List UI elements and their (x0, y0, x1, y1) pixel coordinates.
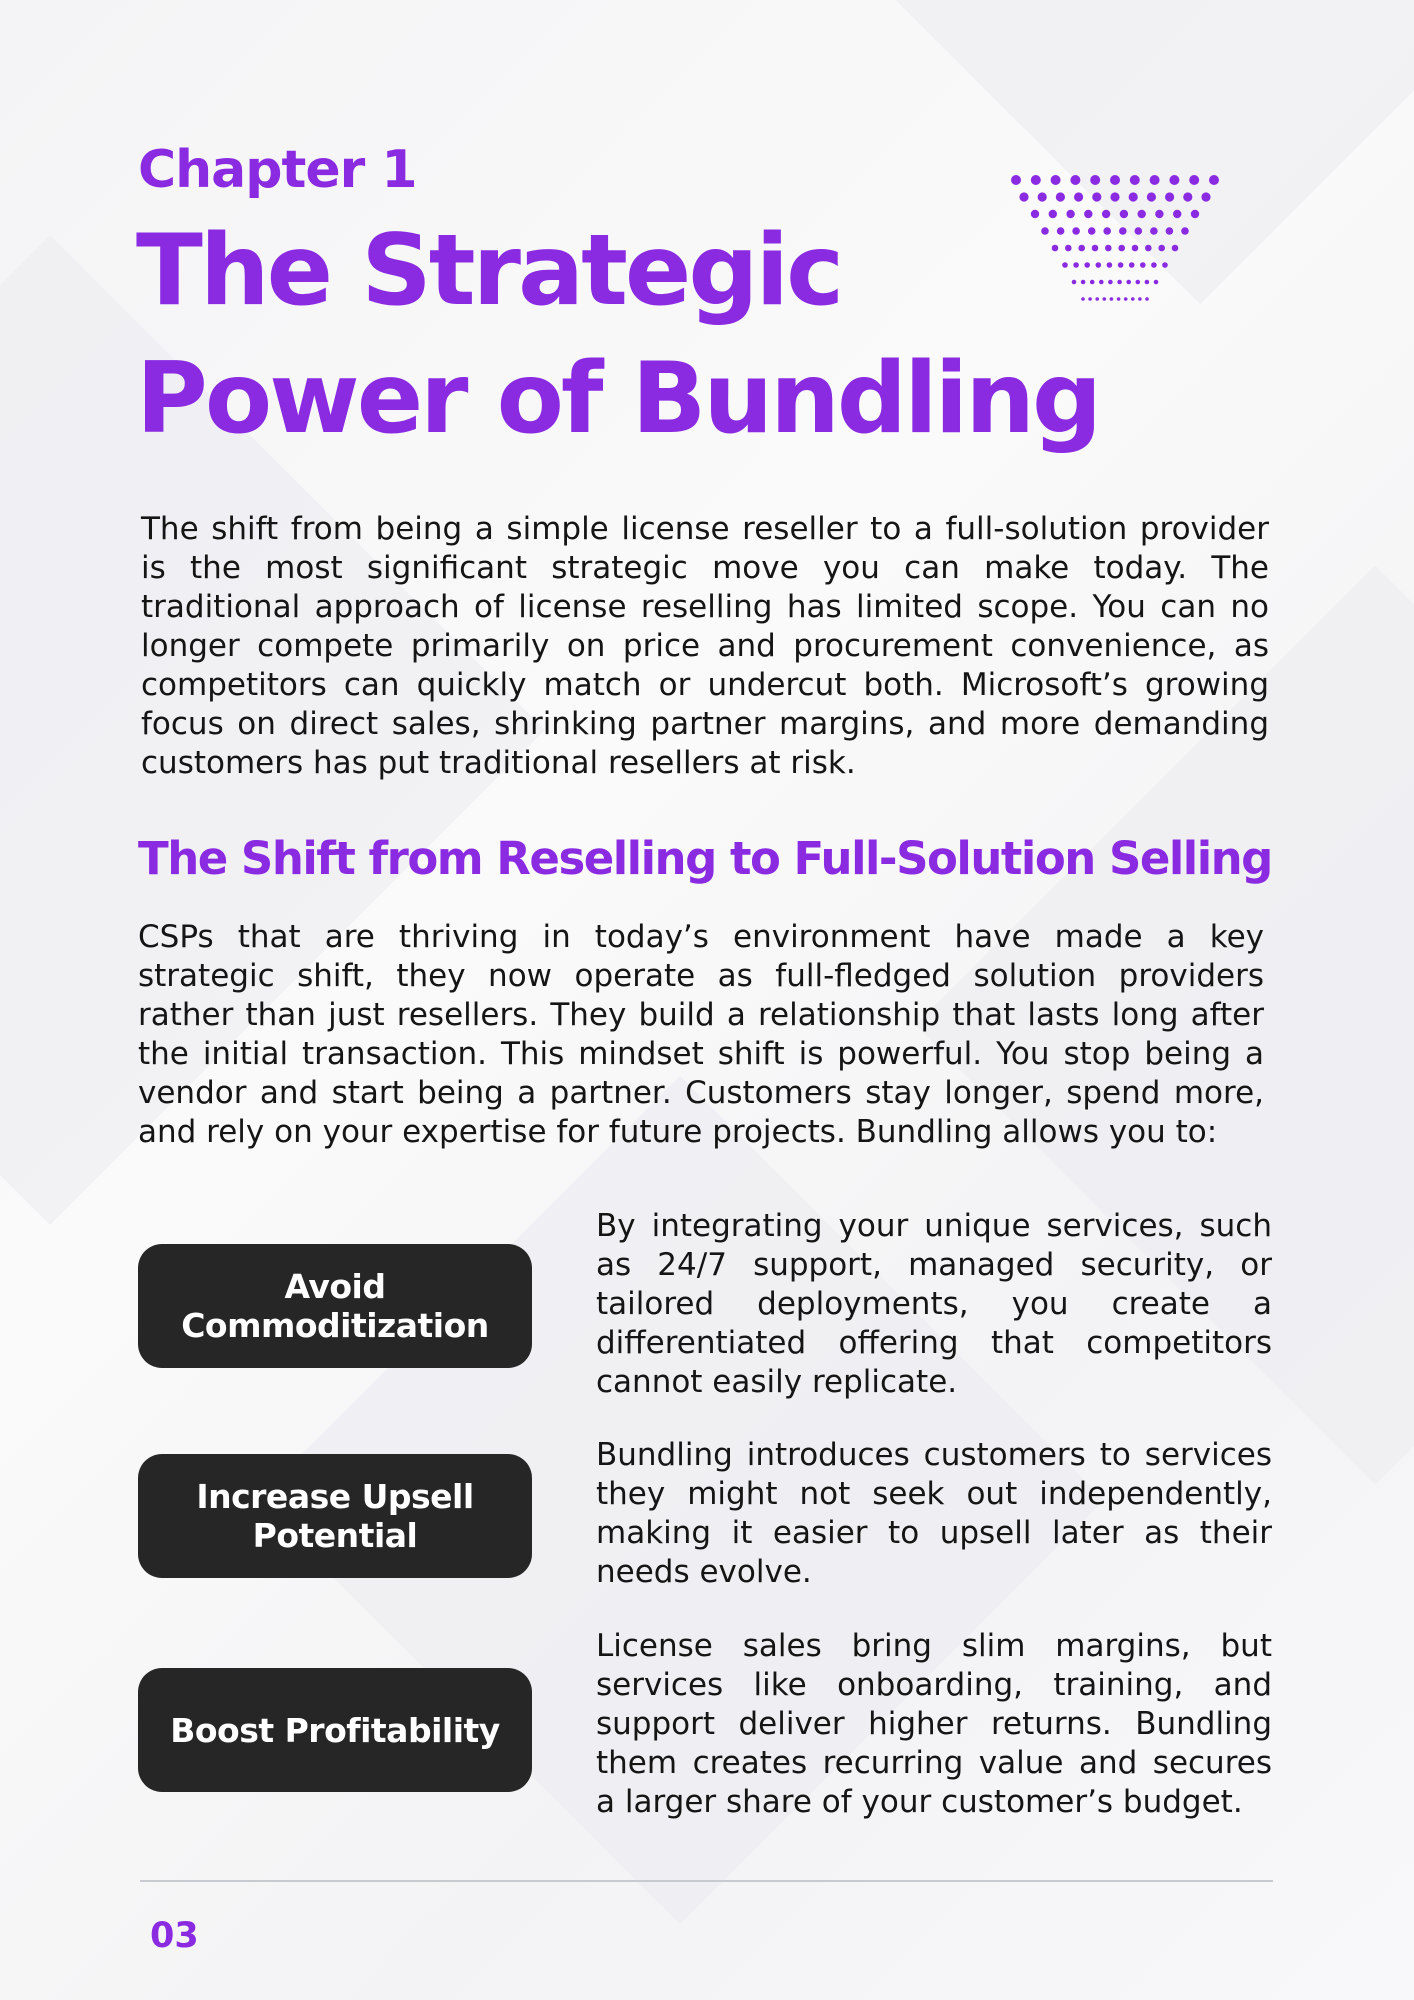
funnel-dot (1138, 210, 1146, 218)
funnel-dot (1088, 227, 1096, 235)
funnel-dot (1108, 280, 1113, 285)
funnel-dot (1103, 297, 1107, 301)
funnel-dot (1209, 175, 1219, 185)
funnel-dot (1150, 227, 1158, 235)
funnel-dot (1150, 175, 1160, 185)
funnel-dot (1096, 262, 1102, 268)
funnel-dot (1132, 245, 1139, 252)
page-number: 03 (150, 1916, 199, 1956)
funnel-dot (1031, 210, 1039, 218)
funnel-dot (1118, 245, 1125, 252)
funnel-dot (1129, 262, 1135, 268)
funnel-dot (1130, 175, 1140, 185)
funnel-dot (1138, 297, 1142, 301)
funnel-dot (1120, 210, 1128, 218)
benefit-pill-increase-upsell (138, 1454, 532, 1578)
funnel-dot (1081, 280, 1086, 285)
funnel-dot (1073, 262, 1079, 268)
funnel-dot (1065, 245, 1072, 252)
funnel-dot (1158, 245, 1165, 252)
funnel-dot (1084, 262, 1090, 268)
funnel-dot (1119, 227, 1127, 235)
funnel-dot (1090, 175, 1100, 185)
funnel-dot (1172, 245, 1179, 252)
funnel-dot (1110, 175, 1120, 185)
funnel-dot (1145, 245, 1152, 252)
funnel-dot (1092, 245, 1099, 252)
funnel-dot (1162, 262, 1168, 268)
benefit-pill-avoid-commoditization (138, 1244, 532, 1368)
funnel-dot (1074, 192, 1083, 201)
funnel-dot (1135, 227, 1143, 235)
funnel-dot (1070, 175, 1080, 185)
funnel-dot (1031, 175, 1041, 185)
funnel-dot (1092, 192, 1101, 201)
funnel-dot (1011, 175, 1021, 185)
funnel-dot (1126, 280, 1131, 285)
funnel-dot (1201, 192, 1210, 201)
funnel-dot (1129, 192, 1138, 201)
page-title-line-1: The Strategic (136, 214, 842, 328)
funnel-dot (1145, 280, 1150, 285)
chapter-label: Chapter 1 (138, 140, 417, 200)
intro-paragraph: The shift from being a simple license reseller to a full-solution provider is the most significant strategic move you can make today. The traditional approach of license reselling has limited scope. You can no longer compete primarily on price and procurement convenience, as competitors can quickly match or undercut both. Microsoft’s growing focus on direct sales, shrinking partner margins, and more demanding customers has put traditional resellers at risk. (141, 511, 1269, 781)
funnel-dot (1110, 192, 1119, 201)
dot-funnel-graphic (1010, 172, 1220, 322)
funnel-dot (1118, 262, 1124, 268)
benefit-label: Increase Upsell Potential (196, 1477, 474, 1555)
page-title-line-2: Power of Bundling (136, 342, 1100, 456)
funnel-dot (1057, 227, 1065, 235)
funnel-dot (1136, 280, 1141, 285)
funnel-dot (1102, 210, 1110, 218)
section-heading: The Shift from Reselling to Full-Solution Selling (138, 832, 1272, 885)
funnel-dot (1107, 262, 1113, 268)
funnel-dot (1131, 297, 1135, 301)
benefit-description: License sales bring slim margins, but services like onboarding, training, and support deliver higher returns. Bundling them creates recurring value and secures a larger share of your customer’s budget. (596, 1628, 1272, 1820)
funnel-dot (1084, 210, 1092, 218)
funnel-dot (1103, 227, 1111, 235)
funnel-dot (1140, 262, 1146, 268)
funnel-dot (1124, 297, 1128, 301)
funnel-dot (1166, 227, 1174, 235)
funnel-dot (1154, 280, 1159, 285)
funnel-dot (1165, 192, 1174, 201)
funnel-dot (1151, 262, 1157, 268)
funnel-dot (1056, 192, 1065, 201)
funnel-dot (1088, 297, 1092, 301)
funnel-dot (1090, 280, 1095, 285)
funnel-dot (1169, 175, 1179, 185)
funnel-dot (1052, 245, 1059, 252)
section-paragraph: CSPs that are thriving in today’s environment have made a key strategic shift, they now operate as full-fledged solution providers rather than just resellers. They build a relationship that lasts long after the initial transaction. This mindset shift is powerful. You stop being a vendor and start being a partner. Customers stay longer, spend more, and rely on your expertise for future projects. Bundling allows you to: (138, 919, 1264, 1150)
funnel-dot (1105, 245, 1112, 252)
funnel-dot (1078, 245, 1085, 252)
benefit-pill-boost-profitability (138, 1668, 532, 1792)
footer-divider (140, 1880, 1273, 1882)
benefit-description: By integrating your unique services, such as 24/7 support, managed security, or tailored deployments, you create a differentiated offering that competitors cannot easily replicate. (596, 1208, 1272, 1400)
funnel-dot (1110, 297, 1114, 301)
funnel-dot (1049, 210, 1057, 218)
funnel-dot (1095, 297, 1099, 301)
benefit-label: Avoid Commoditization (181, 1267, 489, 1345)
funnel-dot (1019, 192, 1028, 201)
benefit-label: Boost Profitability (170, 1710, 500, 1750)
funnel-dot (1099, 280, 1104, 285)
funnel-dot (1181, 227, 1189, 235)
funnel-dot (1072, 227, 1080, 235)
funnel-dot (1189, 175, 1199, 185)
funnel-dot (1062, 262, 1068, 268)
funnel-dot (1066, 210, 1074, 218)
funnel-dot (1038, 192, 1047, 201)
funnel-dot (1173, 210, 1181, 218)
funnel-dot (1147, 192, 1156, 201)
funnel-dot (1183, 192, 1192, 201)
funnel-dot (1145, 297, 1149, 301)
funnel-dot (1117, 297, 1121, 301)
funnel-dot (1041, 227, 1049, 235)
funnel-dot (1117, 280, 1122, 285)
funnel-dot (1081, 297, 1085, 301)
funnel-dot (1051, 175, 1061, 185)
funnel-dot (1072, 280, 1077, 285)
benefit-description: Bundling introduces customers to services they might not seek out independently, making it easier to upsell later as their needs evolve. (596, 1437, 1272, 1590)
funnel-dot (1191, 210, 1199, 218)
funnel-dot (1155, 210, 1163, 218)
